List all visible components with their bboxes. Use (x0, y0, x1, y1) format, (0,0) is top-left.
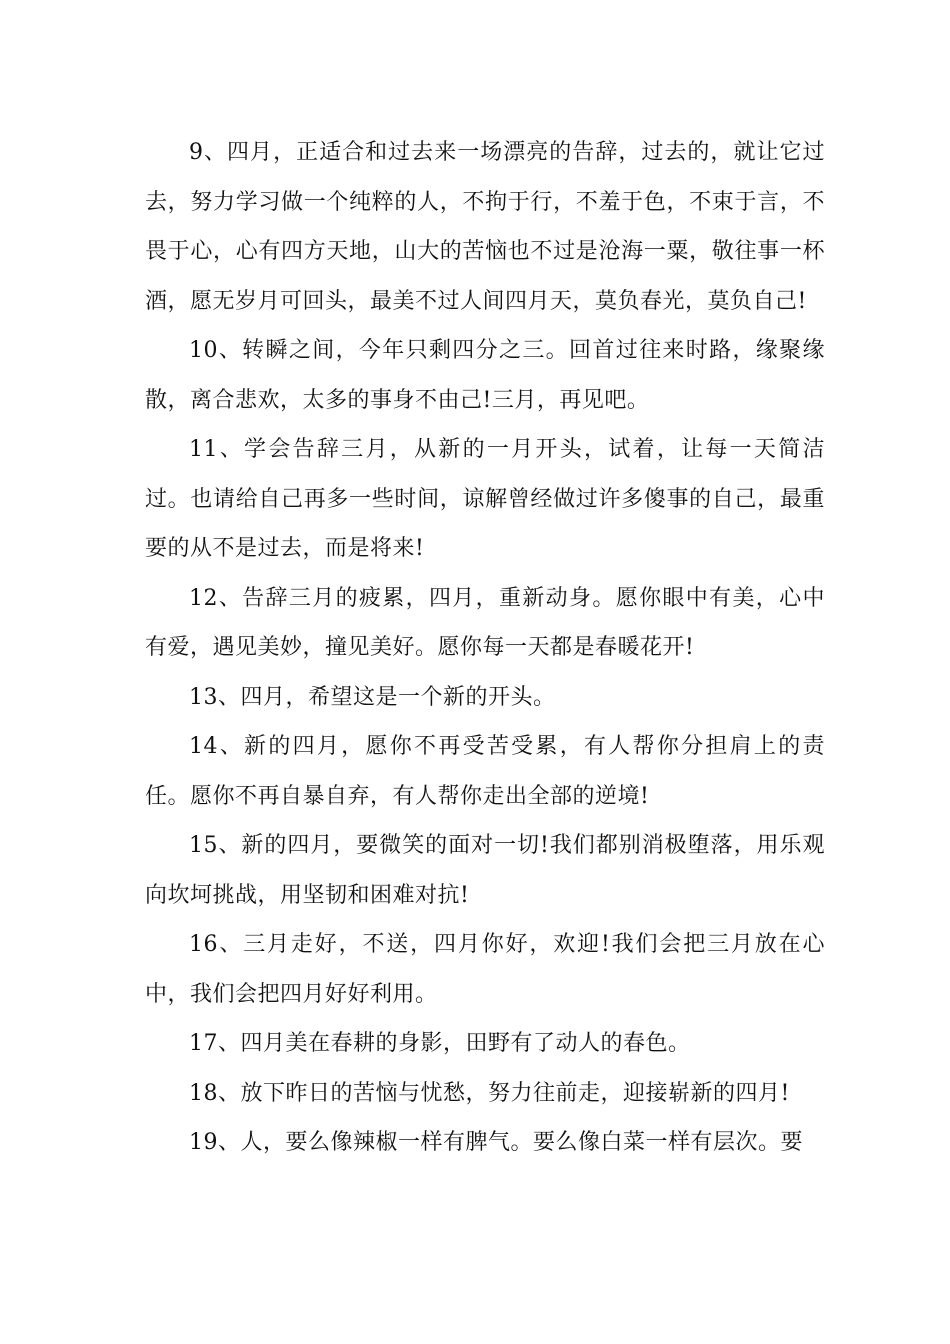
document-body (145, 128, 825, 1168)
paragraph-17: 17、四月美在春耕的身影，田野有了动人的春色。 (189, 1031, 691, 1056)
paragraph-9: 9、四月，正适合和过去来一场漂亮的告辞，过去的，就让它过去，努力学习做一个纯粹的人，不拘于行，不羞于色，不束于言，不畏于心，心有四方天地，山大的苦恼也不过是沧海一粟，敬往事一杯酒，愿无岁月可回头，最美不过人间四月天，莫负春光，莫负自己! (145, 140, 825, 314)
paragraph-10: 10、转瞬之间，今年只剩四分之三。回首过往来时路，缘聚缘散，离合悲欢，太多的事身不由己!三月，再见吧。 (145, 338, 825, 413)
paragraph-16: 16、三月走好，不送，四月你好，欢迎!我们会把三月放在心中，我们会把四月好好利用。 (145, 932, 825, 1007)
paragraph-15: 15、新的四月，要微笑的面对一切!我们都别消极堕落，用乐观向坎坷挑战，用坚韧和困难对抗! (145, 833, 825, 908)
paragraph-18: 18、放下昨日的苦恼与忧愁，努力往前走，迎接崭新的四月! (189, 1080, 790, 1106)
paragraph-14: 14、新的四月，愿你不再受苦受累，有人帮你分担肩上的责任。愿你不再自暴自弃，有人帮你走出全部的逆境! (145, 734, 825, 809)
paragraph-19: 19、人，要么像辣椒一样有脾气。要么像白菜一样有层次。要 (189, 1130, 803, 1155)
paragraph-12: 12、告辞三月的疲累，四月，重新动身。愿你眼中有美，心中有爱，遇见美妙，撞见美好。愿你每一天都是春暖花开! (145, 585, 825, 660)
paragraph-13: 13、四月，希望这是一个新的开头。 (189, 684, 556, 710)
paragraph-11: 11、学会告辞三月，从新的一月开头，试着，让每一天简洁过。也请给自己再多一些时间，谅解曾经做过许多傻事的自己，最重要的从不是过去，而是将来! (145, 437, 825, 561)
